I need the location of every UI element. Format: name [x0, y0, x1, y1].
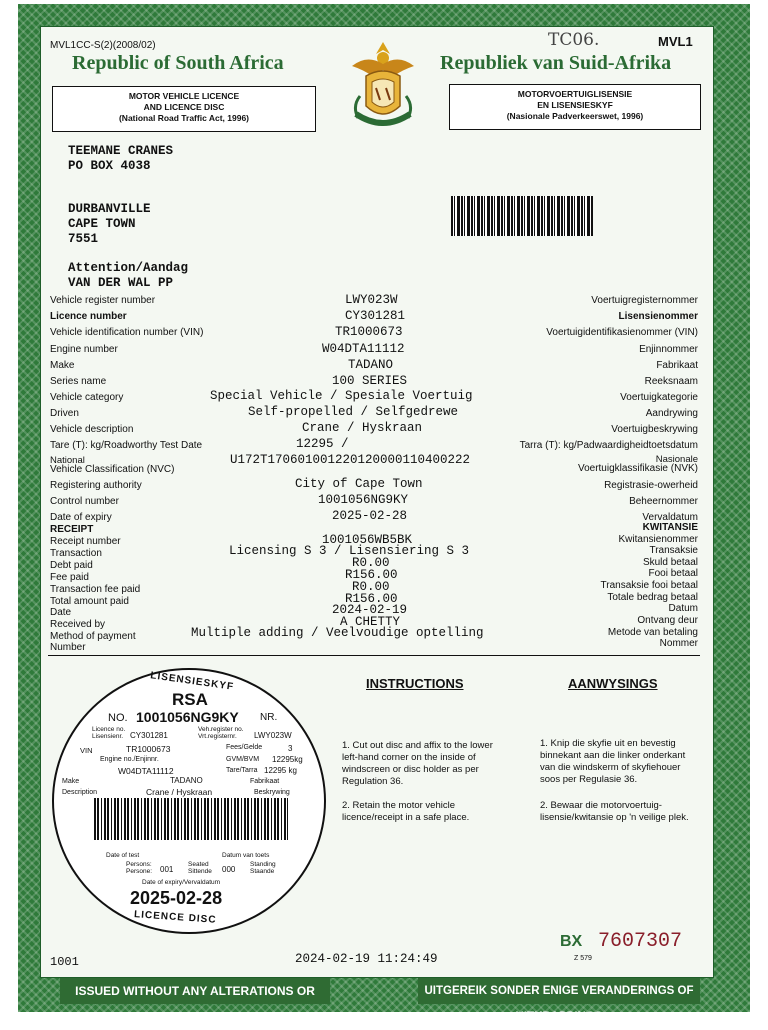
receipt-value: R0.00 [352, 580, 390, 594]
disc-test-label: Date of test [106, 852, 140, 859]
disc-expiry: 2025-02-28 [130, 888, 223, 908]
field-value: 2025-02-28 [332, 509, 408, 523]
attention-name: VAN DER WAL PP [68, 276, 174, 290]
field-label-af: Voertuigidentifikasienommer (VIN) [546, 327, 698, 338]
disc-rsa: RSA [172, 690, 208, 709]
receipt-label-af: Skuld betaal [642, 557, 698, 568]
disc-bottom-arc: LICENCE DISC [133, 909, 217, 926]
form-id: MVL1 [658, 34, 693, 49]
disc-seated-label-af: Sittende [188, 868, 212, 875]
receipt-label-af: Kwitansienommer [618, 534, 698, 545]
form-code: MVL1CC-S(2)(2008/02) [50, 40, 156, 51]
disc-veh-reg-label-af: Vrt.registernr. [198, 733, 237, 740]
field-label: Vehicle category [50, 392, 124, 403]
disc-seated-label: Seated [188, 861, 209, 868]
field-label: Driven [50, 408, 79, 419]
instructions-heading-af: AANWYSINGS [568, 676, 658, 691]
field-label-af: Beheernommer [629, 496, 698, 507]
field-label-af: Tarra (T): kg/Padwaardigheidtoetsdatum [519, 440, 698, 451]
field-label-af: Registrasie-owerheid [604, 480, 698, 491]
field-value: 1001056NG9KY [318, 493, 409, 507]
disc-engine: W04DTA11112 [118, 766, 174, 776]
field-value: Self-propelled / Selfgedrewe [248, 405, 459, 419]
receipt-value: 2024-02-19 [332, 603, 408, 617]
field-label: Vehicle description [50, 424, 134, 435]
disc-control-number: 1001056NG9KY [136, 709, 239, 725]
receipt-value: R156.00 [345, 592, 398, 606]
field-value: TADANO [348, 358, 394, 372]
receipt-value: 1001056WB5BK [322, 533, 413, 547]
field-label: Vehicle register number [50, 295, 156, 306]
field-label-af: Voertuigkategorie [620, 392, 698, 403]
disc-veh-reg-label: Veh.register no. [198, 726, 244, 733]
field-label: Series name [50, 376, 107, 387]
field-value: City of Cape Town [295, 477, 423, 491]
receipt-label: Debt paid [50, 560, 93, 571]
disc-veh-reg: LWY023W [254, 731, 292, 740]
address-line-1: TEEMANE CRANES [68, 144, 174, 158]
disc-desc-label: Description [62, 789, 98, 796]
receipt-label: Receipt number [50, 536, 121, 547]
field-label: Registering authority [50, 480, 142, 491]
left-code: 1001 [50, 955, 79, 969]
receipt-value: R0.00 [352, 556, 390, 570]
field-value: Crane / Hyskraan [302, 421, 423, 435]
header-box-english [52, 86, 316, 132]
instruction-af-2: 2. Bewaar die motorvoertuig-lisensie/kwitansie op 'n veilige plek. [540, 800, 689, 823]
box-line: (National Road Traffic Act, 1996) [118, 113, 250, 123]
footer-english: ISSUED WITHOUT ANY ALTERATIONS OR ERASURES [60, 978, 330, 1004]
instruction-en-2: 2. Retain the motor vehicle licence/receipt in a safe place. [342, 800, 470, 823]
receipt-label-af: Ontvang deur [637, 615, 698, 626]
serial-number: 7607307 [598, 930, 683, 953]
receipt-label: Total amount paid [50, 596, 129, 607]
header-box-afrikaans [449, 84, 701, 130]
disc-seated: 000 [222, 865, 236, 874]
receipt-label: Transaction fee paid [50, 584, 141, 595]
disc-vin: TR1000673 [126, 744, 171, 754]
instructions-heading-en: INSTRUCTIONS [366, 676, 464, 691]
field-label: Date of expiry [50, 512, 112, 523]
field-label: Control number [50, 496, 119, 507]
box-line: (Nasionale Padverkeerswet, 1996) [506, 111, 644, 121]
box-line: MOTORVOERTUIGLISENSIE [517, 89, 633, 99]
field-label: Make [50, 360, 75, 371]
disc-make-label: Make [62, 778, 80, 785]
field-label: Engine number [50, 344, 118, 355]
disc-persons: 001 [160, 865, 174, 874]
receipt-value: Multiple adding / Veelvoudige optelling [191, 626, 484, 640]
field-value: 12295 / [296, 437, 349, 451]
receipt-value: R156.00 [345, 568, 398, 582]
field-label-af: Aandrywing [645, 408, 698, 419]
divider [48, 655, 700, 656]
disc-tare: 12295 kg [264, 766, 297, 775]
disc-test-label-af: Datum van toets [222, 852, 270, 859]
field-label-af: Voertuigbeskrywing [611, 424, 698, 435]
print-timestamp: 2024-02-19 11:24:49 [295, 952, 438, 966]
licence-disc[interactable] [52, 668, 326, 934]
field-label-af: Fabrikaat [656, 360, 698, 371]
address-line-2: PO BOX 4038 [68, 159, 151, 173]
field-label: Vehicle Classification (NVC) [50, 464, 175, 475]
disc-no-label: NO. [108, 712, 128, 724]
field-value: W04DTA11112 [322, 342, 405, 356]
disc-fees: 3 [288, 744, 293, 753]
field-value: CY301281 [345, 309, 406, 323]
field-value: LWY023W [345, 293, 398, 307]
document-barcode [451, 196, 593, 236]
receipt-label: Received by [50, 619, 106, 630]
field-label-af: Voertuigklassifikasie (NVK) [577, 463, 698, 474]
disc-desc-label-af: Beskrywing [254, 789, 290, 796]
disc-persons-label: Persons: [126, 861, 152, 868]
disc-standing-label-af: Staande [250, 868, 275, 875]
field-value: U172T170601001220120000110400222 [230, 453, 471, 467]
address-line-4: CAPE TOWN [68, 217, 136, 231]
disc-nr-label: NR. [260, 712, 278, 723]
disc-top-arc: LISENSIESKYF [149, 670, 235, 693]
title-english: Republic of South Africa [72, 52, 284, 74]
receipt-label: Number [50, 642, 86, 653]
coat-of-arms-icon [342, 36, 424, 136]
receipt-value: A CHETTY [340, 615, 401, 629]
receipt-label-af: Totale bedrag betaal [607, 592, 698, 603]
field-label-af: Voertuigregisternommer [591, 295, 698, 306]
disc-vin-label: VIN [80, 746, 93, 755]
receipt-label: Date [50, 607, 72, 618]
disc-barcode [94, 798, 288, 840]
disc-make: TADANO [170, 776, 203, 785]
receipt-label-af: Transaksie [649, 545, 698, 556]
disc-make-label-af: Fabrikaat [250, 778, 280, 785]
field-label: National [50, 455, 85, 466]
field-label-af: Vervaldatum [642, 512, 698, 523]
disc-licence-no: CY301281 [130, 731, 168, 740]
receipt-label: Method of payment [50, 631, 136, 642]
box-line: AND LICENCE DISC [143, 102, 225, 112]
instruction-en-1: 1. Cut out disc and affix to the lower left-hand corner on the inside of windscreen or disc holder as per Regulation 36. [342, 740, 493, 787]
disc-engine-label: Engine no./Enjinnr. [100, 756, 159, 763]
attention-label: Attention/Aandag [68, 261, 189, 275]
handwritten-note: TC06. [548, 30, 600, 50]
field-value: Special Vehicle / Spesiale Voertuig [210, 389, 473, 403]
receipt-label-af: Fooi betaal [648, 568, 698, 579]
disc-standing-label: Standing [250, 861, 276, 868]
title-afrikaans: Republiek van Suid-Afrika [440, 52, 672, 74]
footer-afrikaans: UITGEREIK SONDER ENIGE VERANDERINGS OF UITKRAPPINGS [418, 978, 700, 1004]
form-ref: Z 579 [574, 955, 592, 962]
field-value: 100 SERIES [332, 374, 408, 388]
disc-tare-label: Tare/Tarra [226, 767, 258, 774]
receipt-label: Fee paid [50, 572, 89, 583]
receipt-label: Transaction [50, 548, 102, 559]
field-label-af: Nasionale [655, 454, 698, 465]
instruction-af-1: 1. Knip die skyfie uit en bevestig binnekant aan die linker onderkant van die windskerm of skyfiehouer soos per Regulasie 36. [540, 738, 686, 785]
box-line: EN LISENSIESKYF [537, 100, 613, 110]
disc-desc: Crane / Hyskraan [146, 787, 213, 797]
box-line: MOTOR VEHICLE LICENCE [128, 91, 240, 101]
disc-gvm: 12295kg [272, 755, 303, 764]
field-label: Licence number [50, 311, 127, 322]
disc-expiry-label: Date of expiry/Vervaldatum [142, 879, 221, 886]
field-label-af: Enjinnommer [639, 344, 698, 355]
receipt-label-af: Nommer [659, 638, 698, 649]
field-value: TR1000673 [335, 325, 403, 339]
disc-fees-label: Fees/Gelde [226, 744, 263, 751]
address-line-5: 7551 [68, 232, 99, 246]
receipt-label-af: Metode van betaling [607, 627, 698, 638]
disc-persons-label-af: Persone: [126, 868, 153, 875]
receipt-label-af: Transaksie fooi betaal [600, 580, 698, 591]
disc-licence-no-label: Licence no. [92, 726, 126, 733]
address-line-3: DURBANVILLE [68, 202, 151, 216]
field-label: Vehicle identification number (VIN) [50, 327, 204, 338]
disc-gvm-label: GVM/BVM [226, 756, 260, 763]
field-label-af: Reeksnaam [644, 376, 698, 387]
serial-prefix: BX [560, 933, 583, 950]
receipt-title: RECEIPT [50, 524, 94, 535]
field-label-af: Lisensienommer [618, 311, 698, 322]
field-label: Tare (T): kg/Roadworthy Test Date [50, 440, 203, 451]
receipt-title-af: KWITANSIE [642, 522, 698, 533]
receipt-label-af: Datum [668, 603, 698, 614]
disc-licence-no-label-af: Lisensienr. [92, 733, 124, 740]
receipt-value: Licensing S 3 / Lisensiering S 3 [229, 544, 470, 558]
